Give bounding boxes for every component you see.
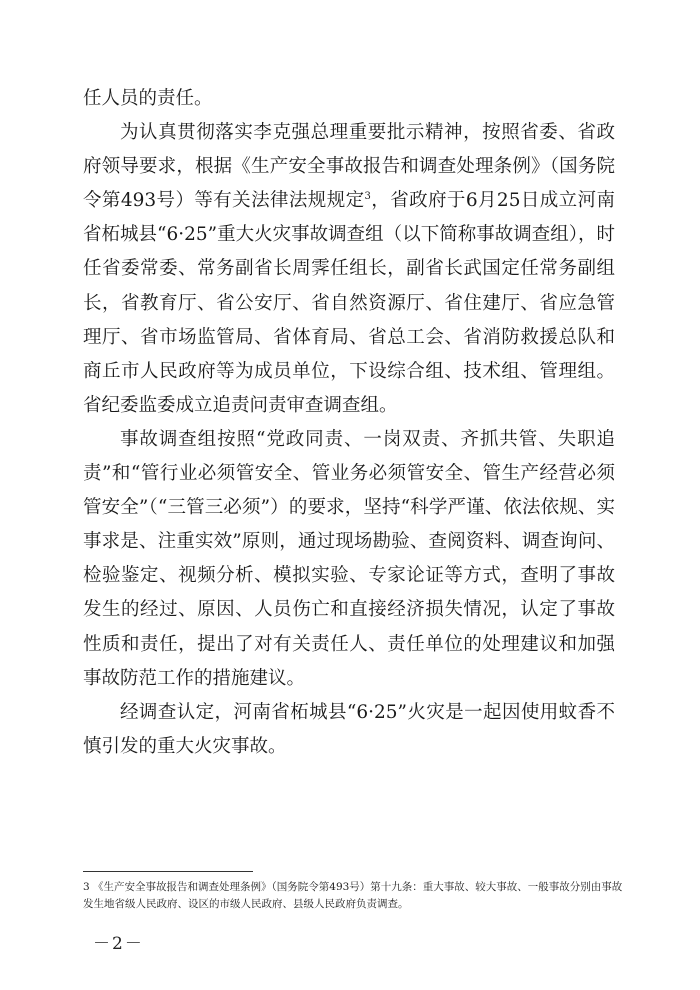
page-number: －2－ [93, 934, 144, 954]
paragraph-investigation-setup-part2: ，省政府于6月25日成立河南省柘城县“6·25”重大火灾事故调查组（以下简称事故调查组），时任省委常委、常务副省长周霁任组长，副省长武国定任常务副组长，省教育厅、省公安厅、省自然资源厅、省住建厅、省应急管理厅、省市场监管局、省体育局、省总工会、省消防救援总队和商丘市人民政府等为成员单位，下设综合组、技术组、管理组。省纪委监委成立追责问责审查调查组。 [83, 190, 615, 416]
footnote: 3 《生产安全事故报告和调查处理条例》（国务院令第493号）第十九条：重大事故、较大事故、一般事故分别由事故发生地省级人民政府、设区的市级人民政府、县级人民政府负责调查。 [83, 881, 623, 910]
paragraph-continuation: 任人员的责任。 [83, 88, 213, 109]
paragraph-investigation-setup-part1: 为认真贯彻落实李克强总理重要批示精神，按照省委、省政府领导要求，根据《生产安全事故报告和调查处理条例》（国务院令第493号）等有关法律法规规定 [83, 122, 615, 212]
paragraph-investigation-method: 事故调查组按照“党政同责、一岗双责、齐抓共管、失职追责”和“管行业必须管安全、管业务必须管安全、管生产经营必须管安全”（“三管三必须”）的要求，坚持“科学严谨、依法依规、实事求是、注重实效”原则，通过现场勘验、查阅资料、调查询问、检验鉴定、视频分析、模拟实验、专家论证等方式，查明了事故发生的经过、原因、人员伤亡和直接经济损失情况，认定了事故性质和责任，提出了对有关责任人、责任单位的处理建议和加强事故防范工作的措施建议。 [83, 428, 615, 689]
footnote-reference: 3 [364, 191, 371, 203]
body-text [83, 82, 615, 764]
paragraph-investigation-setup [83, 116, 615, 423]
paragraph-conclusion: 经调查认定，河南省柘城县“6·25”火灾是一起因使用蚊香不慎引发的重大火灾事故。 [83, 701, 615, 757]
footnote-divider [83, 871, 253, 872]
